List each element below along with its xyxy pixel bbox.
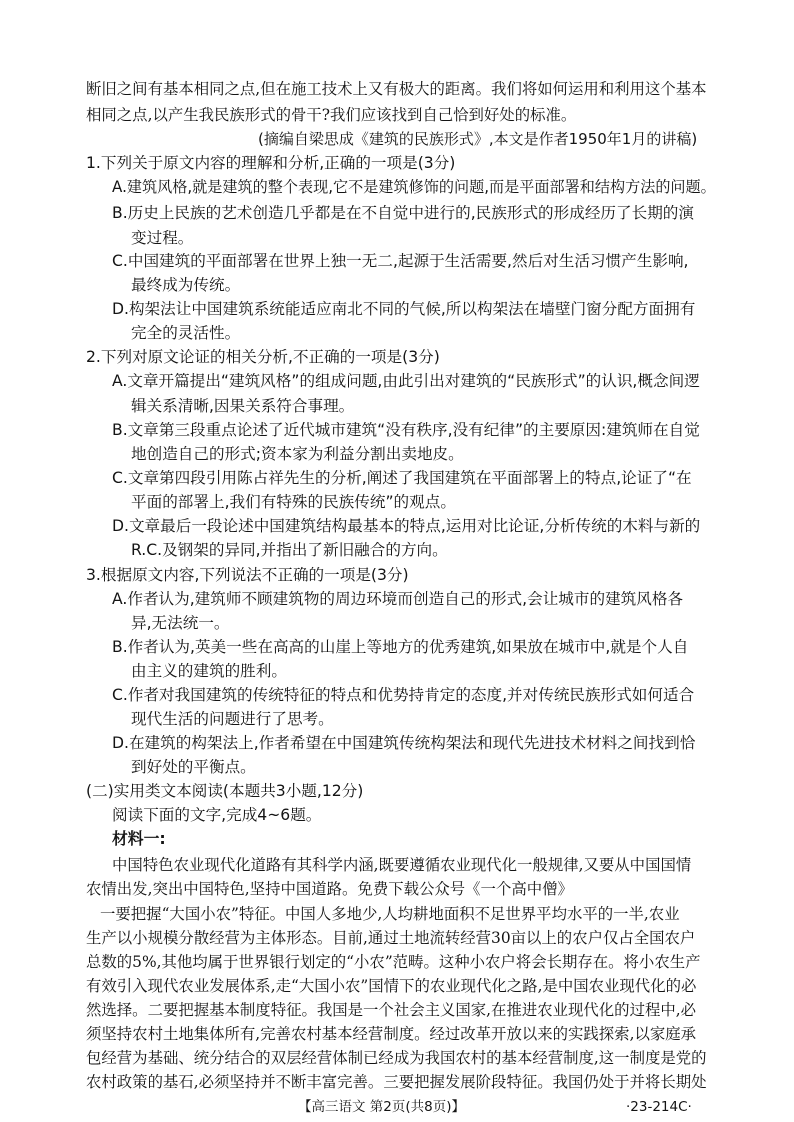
q3-option-a-cont: 异,无法统一。 [131, 614, 230, 632]
material-label: 材料一: [112, 829, 166, 848]
question-2-stem: 2.下列对原文论证的相关分析,不正确的一项是(3分) [86, 348, 440, 366]
q1-option-d-cont: 完全的灵活性。 [131, 324, 241, 342]
passage-line: 相同之点,以产生我民族形式的骨干?我们应该找到自己恰到好处的标准。 [86, 106, 577, 124]
question-1-stem: 1.下列关于原文内容的理解和分析,正确的一项是(3分) [86, 154, 456, 172]
passage-source: (摘编自梁思成《建筑的民族形式》,本文是作者1950年1月的讲稿) [258, 130, 698, 148]
q2-option-c: C.文章第四段引用陈占祥先生的分析,阐述了我国建筑在平面部署上的特点,论证了“在 [112, 469, 692, 487]
section-heading: (二)实用类文本阅读(本题共3小题,12分) [86, 782, 364, 800]
q2-option-a-cont: 辑关系清晰,因果关系符合事理。 [131, 397, 355, 415]
q1-option-a: A.建筑风格,就是建筑的整个表现,它不是建筑修饰的问题,而是平面部署和结构方法的问题。 [112, 178, 716, 196]
q2-option-d-cont: R.C.及钢架的异同,并指出了新旧融合的方向。 [131, 541, 448, 559]
q3-option-b-cont: 由主义的建筑的胜利。 [131, 662, 287, 680]
q3-option-c-cont: 现代生活的问题进行了思考。 [131, 710, 334, 728]
page-footer-label: 【高三语文 第2页(共8页)】 [298, 1099, 466, 1115]
material-line: 总数的5%,其他均属于世界银行划定的“小农”范畴。这种小农户将会长期存在。将小农生产 [86, 953, 701, 971]
q1-option-d: D.构架法让中国建筑系统能适应南北不同的气候,所以构架法在墙壁门窗分配方面拥有 [112, 300, 696, 318]
q3-option-c: C.作者对我国建筑的传统特征的特点和优势持肯定的态度,并对传统民族形式如何适合 [112, 686, 695, 704]
q2-option-d: D.文章最后一段论述中国建筑结构最基本的特点,运用对比论证,分析传统的木料与新的 [112, 517, 701, 535]
q2-option-b: B.文章第三段重点论述了近代城市建筑“没有秩序,没有纪律”的主要原因:建筑师在自觉 [112, 421, 700, 439]
page-footer-code: ·23-214C· [626, 1099, 692, 1115]
q3-option-d: D.在建筑的构架法上,作者希望在中国建筑传统构架法和现代先进技术材料之间找到恰 [112, 734, 696, 752]
q1-option-c: C.中国建筑的平面部署在世界上独一无二,起源于生活需要,然后对生活习惯产生影响, [112, 252, 689, 270]
q3-option-a: A.作者认为,建筑师不顾建筑物的周边环境而创造自己的形式,会让城市的建筑风格各 [112, 590, 684, 608]
q2-option-a: A.文章开篇提出“建筑风格”的组成问题,由此引出对建筑的“民族形式”的认识,概念间逻 [112, 372, 700, 390]
material-line: 农村政策的基石,必须坚持并不断丰富完善。三要把握发展阶段特征。我国仍处于并将长期处 [86, 1073, 707, 1091]
question-3-stem: 3.根据原文内容,下列说法不正确的一项是(3分) [86, 566, 409, 584]
q3-option-d-cont: 到好处的平衡点。 [131, 758, 256, 776]
q2-option-b-cont: 地创造自己的形式;资本家为利益分割出卖地皮。 [131, 445, 464, 463]
q1-option-b-cont: 变过程。 [131, 229, 194, 247]
q1-option-b: B.历史上民族的艺术创造几乎都是在不自觉中进行的,民族形式的形成经历了长期的演 [112, 204, 694, 222]
material-line: 须坚持农村土地集体所有,完善农村基本经营制度。经过改革开放以来的实践探索,以家庭承 [86, 1025, 697, 1043]
material-line: 生产以小规模分散经营为主体形态。目前,通过土地流转经营30亩以上的农户仅占全国农户 [86, 929, 696, 947]
material-line: 包经营为基础、统分结合的双层经营体制已经成为我国农村的基本经营制度,这一制度是党的 [86, 1049, 707, 1067]
material-line: 一要把握“大国小农”特征。中国人多地少,人均耕地面积不足世界平均水平的一半,农业 [100, 905, 680, 923]
passage-line: 断旧之间有基本相同之点,但在施工技术上又有极大的距离。我们将如何运用和利用这个基本 [86, 80, 707, 98]
q2-option-c-cont: 平面的部署上,我们有特殊的民族传统”的观点。 [131, 493, 456, 511]
q1-option-c-cont: 最终成为传统。 [131, 276, 241, 294]
material-line: 农情出发,突出中国特色,坚持中国道路。免费下载公众号《一个高中僧》 [86, 880, 573, 898]
section-instruction: 阅读下面的文字,完成4~6题。 [112, 806, 322, 824]
material-line: 中国特色农业现代化道路有其科学内涵,既要遵循农业现代化一般规律,又要从中国国情 [112, 856, 692, 874]
q3-option-b: B.作者认为,英美一些在高高的山崖上等地方的优秀建筑,如果放在城市中,就是个人自 [112, 638, 689, 656]
material-line: 有效引入现代农业发展体系,走“大国小农”国情下的农业现代化之路,是中国农业现代化的必 [86, 977, 697, 995]
material-line: 然选择。二要把握基本制度特征。我国是一个社会主义国家,在推进农业现代化的过程中,必 [86, 1001, 697, 1019]
